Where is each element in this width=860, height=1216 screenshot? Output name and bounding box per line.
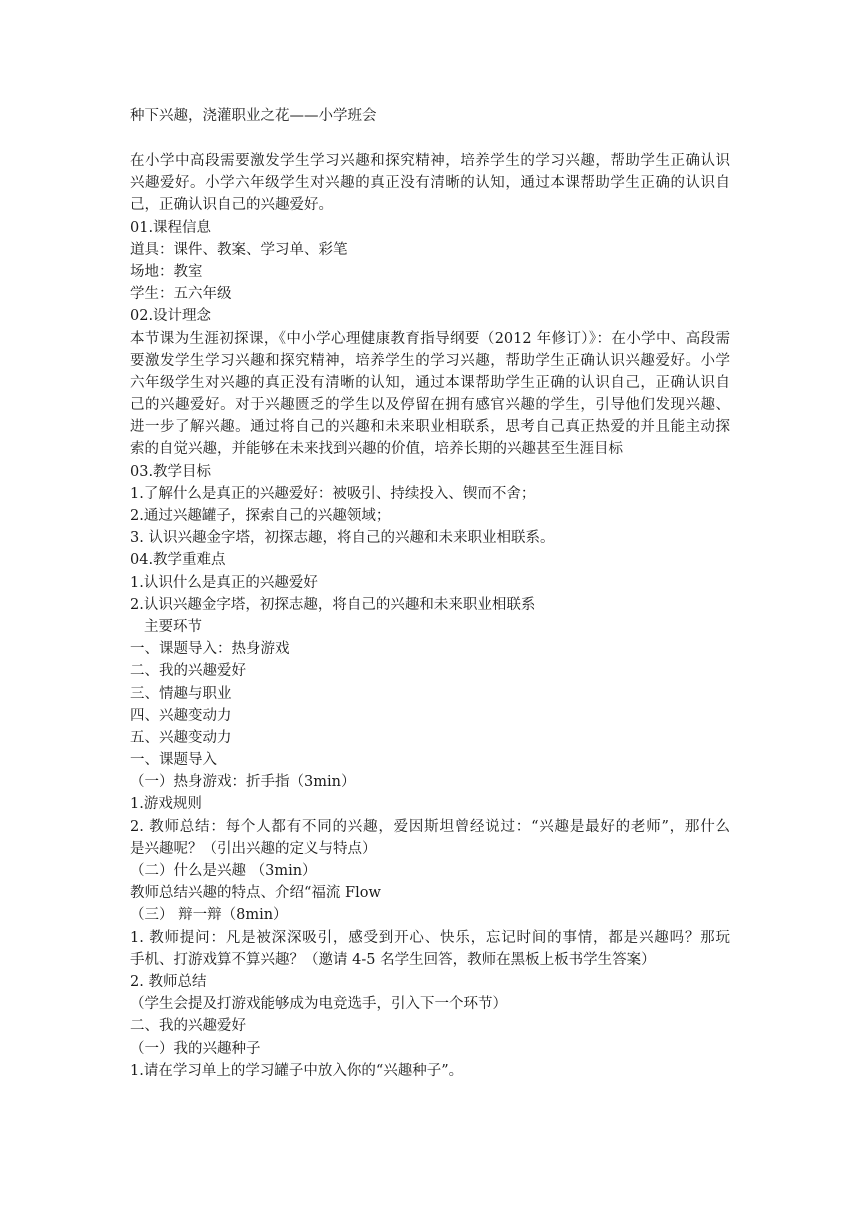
intro-line: 己，正确认识自己的兴趣爱好。 — [130, 197, 333, 214]
subsection-heading: （三） 辩一辩（8min） — [130, 907, 288, 924]
teacher-summary: 2. 教师总结 — [130, 973, 207, 990]
interest-seed-instruction: 1.请在学习单上的学习罐子中放入你的“兴趣种子”。 — [130, 1062, 464, 1079]
design-line: 索的自觉兴趣，并能够在未来找到兴趣的价值，培养长期的兴趣甚至生涯目标 — [130, 441, 623, 458]
section-heading-my-interests: 二、我的兴趣爱好 — [130, 1018, 246, 1035]
section-heading-course-info: 01.课程信息 — [130, 219, 212, 236]
game-rule: 1.游戏规则 — [130, 796, 202, 813]
subsection-heading: （一）热身游戏：折手指（3min） — [130, 774, 356, 791]
what-is-interest-text: 教师总结兴趣的特点、介绍“福流 Flow — [130, 885, 381, 902]
key-point-item: 1.认识什么是真正的兴趣爱好 — [130, 574, 318, 591]
section-heading-key-points: 04.教学重难点 — [130, 552, 226, 569]
teacher-question-line: 1. 教师提问：凡是被深深吸引，感受到开心、快乐，忘记时间的事情，都是兴趣吗？那玩 — [130, 929, 730, 946]
subsection-heading: （二）什么是兴趣 （3min） — [130, 863, 317, 879]
document-body — [130, 150, 730, 1082]
design-line: 六年级学生对兴趣的真正没有清晰的认知，通过本课帮助学生正确的认识自己，正确认识自 — [130, 374, 730, 391]
main-step-item: 一、课题导入：热身游戏 — [130, 641, 290, 658]
intro-line: 在小学中高段需要激发学生学习兴趣和探究精神，培养学生的学习兴趣，帮助学生正确认识 — [130, 153, 730, 169]
design-line: 要激发学生学习兴趣和探究精神，培养学生的学习兴趣，帮助学生正确认识兴趣爱好。小学 — [130, 352, 730, 369]
main-step-item: 二、我的兴趣爱好 — [130, 663, 246, 680]
design-line: 本节课为生涯初探课，《中小学心理健康教育指导纲要（2012 年修订）》：在小学中、高段需 — [130, 330, 730, 347]
teacher-summary-line: 是兴趣呢？（引出兴趣的定义与特点） — [130, 840, 377, 857]
main-step-item: 三、情趣与职业 — [130, 685, 232, 702]
intro-line: 兴趣爱好。小学六年级学生对兴趣的真正没有清晰的认知，通过本课帮助学生正确的认识自 — [130, 175, 730, 192]
main-step-item: 五、兴趣变动力 — [130, 729, 232, 746]
course-props: 道具：课件、教案、学习单、彩笔 — [130, 241, 348, 258]
document-title: 种下兴趣，浇灌职业之花——小学班会 — [130, 108, 377, 124]
student-note: （学生会提及打游戏能够成为电竞选手，引入下一个环节） — [130, 996, 507, 1013]
goal-item: 1.了解什么是真正的兴趣爱好：被吸引、持续投入、锲而不舍； — [130, 485, 536, 502]
key-point-item: 2.认识兴趣金字塔，初探志趣，将自己的兴趣和未来职业相联系 — [130, 596, 536, 613]
section-heading-main-steps: 主要环节 — [144, 618, 202, 635]
section-heading-intro-topic: 一、课题导入 — [130, 752, 217, 769]
teacher-question-line: 手机、打游戏算不算兴趣？（邀请 4-5 名学生回答，教师在黑板上板书学生答案） — [130, 951, 656, 968]
main-step-item: 四、兴趣变动力 — [130, 707, 232, 724]
goal-item: 3. 认识兴趣金字塔，初探志趣，将自己的兴趣和未来职业相联系。 — [130, 530, 555, 547]
section-heading-design: 02.设计理念 — [130, 308, 212, 325]
teacher-summary-line: 2. 教师总结：每个人都有不同的兴趣，爱因斯坦曾经说过：“兴趣是最好的老师”，那什么 — [130, 818, 730, 835]
design-line: 己的兴趣爱好。对于兴趣匮乏的学生以及停留在拥有感官兴趣的学生，引导他们发现兴趣、 — [130, 397, 730, 414]
section-heading-goals: 03.教学目标 — [130, 463, 212, 480]
course-students: 学生：五六年级 — [130, 286, 232, 303]
subsection-heading: （一）我的兴趣种子 — [130, 1040, 261, 1057]
goal-item: 2.通过兴趣罐子，探索自己的兴趣领域； — [130, 508, 391, 524]
design-line: 进一步了解兴趣。通过将自己的兴趣和未来职业相联系，思考自己真正热爱的并且能主动探 — [130, 419, 730, 436]
course-venue: 场地：教室 — [130, 263, 203, 280]
